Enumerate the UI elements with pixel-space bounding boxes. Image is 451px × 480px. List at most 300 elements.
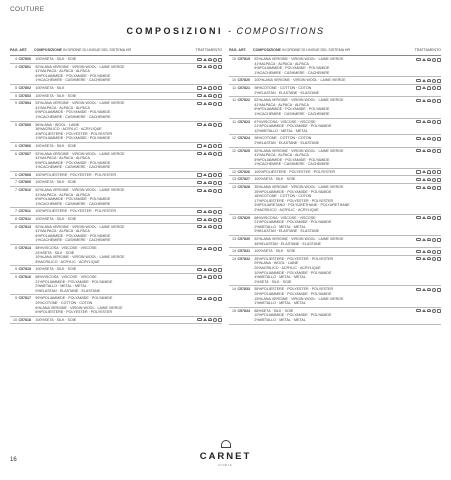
- tumble-dry-icon: [218, 297, 222, 301]
- composition-line: 4%METALLO · METAL · METAL: [254, 275, 306, 280]
- care-symbols: [164, 123, 222, 141]
- row-composition: [254, 237, 383, 246]
- row-article: C57801: [18, 64, 32, 69]
- row-page: 12: [231, 136, 236, 141]
- iron-icon: [208, 210, 213, 213]
- wash-icon: [197, 225, 202, 228]
- composition-line: 6%POLIESTERE · POLYESTER · POLYESTER: [35, 310, 113, 315]
- row-page: 14: [231, 256, 236, 261]
- composition-line: 98%COTONE · COTTON · COTON: [254, 85, 312, 90]
- iron-icon: [427, 137, 432, 140]
- row-article: C57822: [237, 98, 251, 103]
- composition-line: 29%COTONE · COTTON · COTON: [35, 300, 93, 305]
- dryclean-icon: [432, 250, 436, 254]
- iron-icon: [208, 65, 213, 68]
- bleach-icon: [203, 102, 207, 105]
- composition-line: 10%LANA VERGINE · VIRGIN WOOL · LAINE VIERGE: [35, 255, 125, 260]
- dryclean-icon: [432, 99, 436, 103]
- wash-icon: [416, 170, 421, 173]
- table-row: [229, 236, 441, 248]
- dryclean-icon: [213, 123, 217, 127]
- table-row: [10, 208, 222, 216]
- dryclean-icon: [213, 210, 217, 214]
- tumble-dry-icon: [437, 216, 441, 220]
- care-symbols: [164, 267, 222, 272]
- row-page: 10: [231, 78, 236, 83]
- row-composition: [35, 209, 164, 214]
- wash-icon: [197, 94, 202, 97]
- table-row: [10, 266, 222, 274]
- bleach-icon: [203, 58, 207, 61]
- composition-line: 56%LANA · WOOL · LAINE: [35, 122, 80, 127]
- composition-line: 1%POLIAMMIDE · POLYAMIDE · POLYAMIDE: [35, 136, 111, 141]
- tumble-dry-icon: [218, 144, 222, 148]
- row-composition: [254, 120, 383, 134]
- composition-line: 100%POLIESTERE · POLYESTER · POLYESTER: [35, 209, 117, 214]
- header-comp-rest: IN ORDINE DI LINGUE DEL SISTEMA HR: [61, 48, 132, 52]
- row-article: C57809: [18, 180, 32, 185]
- crown-icon: [221, 440, 231, 448]
- table-row: [10, 143, 222, 151]
- table-row: [10, 245, 222, 266]
- wash-icon: [197, 189, 202, 192]
- row-page: 4: [14, 57, 17, 61]
- row-page: 11: [232, 98, 236, 103]
- row-article: C57812: [18, 217, 32, 222]
- row-composition: [254, 86, 383, 95]
- row-composition: [35, 188, 164, 206]
- composition-line: 68%VISCOSA · VISCOSE · VISCOSE: [35, 274, 97, 279]
- table-row: [229, 97, 441, 118]
- composition-line: 1%CACHEMIRE · CASHMERE · CACHEMIRE: [35, 78, 111, 83]
- table-row: [229, 169, 441, 177]
- row-article: C57802: [18, 85, 32, 90]
- iron-icon: [208, 189, 213, 192]
- table-row: [10, 100, 222, 121]
- page-title: [0, 26, 451, 36]
- care-symbols: [164, 173, 222, 178]
- table-row: [229, 85, 441, 97]
- table-row: [10, 56, 222, 64]
- wash-icon: [197, 181, 202, 184]
- iron-icon: [208, 94, 213, 97]
- composition-line: 100%LANA VERGINE · VIRGIN WOOL · LAINE VIERGE: [254, 78, 346, 83]
- wash-icon: [416, 257, 421, 260]
- row-composition: [35, 57, 164, 62]
- composition-line: 1%CACHEMIRE · CASHMERE · CACHEMIRE: [35, 238, 111, 243]
- wash-icon: [416, 178, 421, 181]
- bleach-icon: [203, 225, 207, 228]
- row-article: C57806: [18, 143, 32, 148]
- row-article: C57803: [18, 93, 32, 98]
- table-header: [229, 48, 441, 56]
- row-article: C57810: [18, 188, 32, 193]
- composition-line: 4%POLIESTERE · POLYESTER · POLYESTER: [35, 131, 113, 136]
- row-composition: [35, 86, 164, 91]
- table-row: [10, 317, 222, 325]
- row-page: 12: [231, 169, 236, 174]
- composition-line: 41%ALPACA · ALPACA · ALPACA: [35, 229, 90, 234]
- row-article: C57804: [18, 101, 32, 106]
- wash-icon: [416, 216, 421, 219]
- tumble-dry-icon: [437, 149, 441, 153]
- row-composition: [254, 177, 383, 182]
- row-article: C57823: [237, 119, 251, 124]
- composition-line: 100%POLIESTERE · POLYESTER · POLYESTER: [35, 172, 117, 177]
- row-page: 9: [14, 296, 17, 301]
- wash-icon: [197, 318, 202, 321]
- row-article: C57816: [18, 274, 32, 279]
- composition-line: 36%ACRILICO · ACRYLIC · ACRYLIQUE: [35, 127, 102, 132]
- header-treatment: TRATTAMENTO: [195, 48, 222, 52]
- row-article: C57830: [237, 237, 251, 241]
- row-composition: [35, 173, 164, 178]
- dryclean-icon: [213, 275, 217, 279]
- bleach-icon: [422, 120, 426, 123]
- wash-icon: [197, 210, 202, 213]
- row-article: C57818: [18, 317, 32, 322]
- iron-icon: [427, 170, 432, 173]
- composition-line: 52%LANA VERGINE · VIRGIN WOOL · LAINE VIERGE: [254, 57, 344, 61]
- row-page: 13: [231, 177, 236, 182]
- composition-line: 21%POLIAMMIDE · POLYAMIDE · POLYAMIDE: [35, 279, 113, 284]
- composition-line: 52%LANA VERGINE · VIRGIN WOOL · LAINE VIERGE: [254, 148, 344, 153]
- composition-line: 100%SETA · SILK · SOIE: [35, 267, 77, 272]
- row-composition: [35, 318, 164, 323]
- table-row: [229, 286, 441, 307]
- tumble-dry-icon: [218, 65, 222, 69]
- tumble-dry-icon: [218, 123, 222, 127]
- row-page: 5: [14, 85, 17, 90]
- wash-icon: [197, 152, 202, 155]
- tumble-dry-icon: [437, 178, 441, 182]
- composition-line: 100%SETA · SILK · SOIE: [35, 143, 77, 148]
- dryclean-icon: [213, 247, 217, 251]
- row-composition: [35, 246, 164, 264]
- row-composition: [254, 185, 383, 213]
- care-symbols: [164, 217, 222, 222]
- composition-line: 2%METALLO · METAL · METAL: [254, 317, 306, 322]
- wash-icon: [197, 65, 202, 68]
- composition-line: 100%SETA · SILK · SOIE: [35, 217, 77, 222]
- table-row: [10, 274, 222, 295]
- row-article: C57808: [18, 172, 32, 177]
- tumble-dry-icon: [218, 318, 222, 322]
- row-page: 5: [14, 122, 17, 127]
- care-symbols: [383, 257, 441, 285]
- composition-line: 41%ALPACA · ALPACA · ALPACA: [35, 156, 90, 161]
- wash-icon: [416, 58, 421, 61]
- row-composition: [35, 144, 164, 149]
- bleach-icon: [422, 216, 426, 219]
- iron-icon: [427, 216, 432, 219]
- dryclean-icon: [432, 216, 436, 220]
- tumble-dry-icon: [437, 186, 441, 190]
- row-page: 4: [14, 64, 17, 69]
- bleach-icon: [203, 218, 207, 221]
- row-page: 12: [231, 148, 236, 153]
- composition-line: 52%LANA VERGINE · VIRGIN WOOL · LAINE VIERGE: [254, 237, 344, 241]
- row-composition: [254, 216, 383, 234]
- brand-logo: [0, 440, 451, 467]
- care-symbols: [383, 57, 441, 75]
- composition-line: 10%POLIAMMIDE · POLYAMIDE · POLYAMIDE: [254, 313, 332, 318]
- table-row: [10, 64, 222, 85]
- iron-icon: [208, 102, 213, 105]
- iron-icon: [208, 86, 213, 89]
- composition-line: 25%POLIAMMIDE · POLYAMIDE · POLYAMIDE: [254, 189, 332, 194]
- tumble-dry-icon: [218, 210, 222, 214]
- composition-line: 52%LANA VERGINE · VIRGIN WOOL · LAINE VIERGE: [35, 64, 125, 69]
- row-composition: [35, 267, 164, 272]
- dryclean-icon: [213, 225, 217, 229]
- care-symbols: [164, 57, 222, 62]
- iron-icon: [208, 297, 213, 300]
- care-symbols: [383, 287, 441, 305]
- row-page: 11: [232, 119, 236, 124]
- composition-line: 1%CACHEMIRE · CASHMERE · CACHEMIRE: [35, 114, 111, 119]
- row-page: 10: [12, 317, 17, 322]
- dryclean-icon: [432, 170, 436, 174]
- bleach-icon: [203, 123, 207, 126]
- tumble-dry-icon: [218, 102, 222, 106]
- section-label: COUTURE: [10, 6, 45, 13]
- iron-icon: [208, 152, 213, 155]
- iron-icon: [427, 79, 432, 82]
- row-composition: [35, 101, 164, 119]
- bleach-icon: [203, 247, 207, 250]
- table-row: [10, 93, 222, 101]
- header-comp-bold: COMPOSIZIONE: [253, 48, 281, 52]
- row-article: C57821: [237, 85, 251, 90]
- iron-icon: [427, 288, 432, 291]
- care-symbols: [164, 275, 222, 293]
- composition-line: 10%POLIAMMIDE · POLYAMIDE · POLYAMIDE: [254, 270, 332, 275]
- header-composition: [34, 48, 164, 54]
- row-article: C57833: [237, 287, 251, 292]
- iron-icon: [208, 275, 213, 278]
- dryclean-icon: [432, 79, 436, 83]
- care-symbols: [164, 86, 222, 91]
- row-article: C57807: [18, 151, 32, 156]
- row-page: 11: [232, 85, 236, 90]
- row-page: 14: [231, 287, 236, 292]
- row-article: C57811: [18, 209, 31, 214]
- row-page: 14: [231, 249, 236, 254]
- row-article: C57828: [237, 185, 251, 190]
- row-article: C57831: [237, 249, 251, 254]
- dryclean-icon: [213, 189, 217, 193]
- table-row: [229, 256, 441, 287]
- row-article: C57825: [237, 148, 251, 153]
- composition-line: 2%METALLO · METAL · METAL: [35, 284, 87, 289]
- dryclean-icon: [213, 181, 217, 185]
- bleach-icon: [422, 238, 426, 241]
- care-symbols: [383, 309, 441, 323]
- composition-line: 1%CACHEMIRE · CASHMERE · CACHEMIRE: [35, 165, 111, 170]
- care-symbols: [383, 98, 441, 116]
- bleach-icon: [203, 144, 207, 147]
- title-english: COMPOSITIONS: [236, 26, 325, 36]
- right-rows: [229, 56, 441, 325]
- header-art: PAG. ART.: [229, 48, 247, 52]
- wash-icon: [416, 186, 421, 189]
- tumble-dry-icon: [437, 99, 441, 103]
- tumble-dry-icon: [437, 86, 441, 90]
- care-symbols: [164, 225, 222, 243]
- composition-line: 12%METALLO · METAL · METAL: [254, 128, 308, 133]
- composition-line: 29%LANA · WOOL · LAINE: [254, 261, 299, 266]
- composition-line: 18%COTONE · COTTON · COTON: [254, 194, 312, 199]
- row-composition: [35, 180, 164, 185]
- table-row: [229, 56, 441, 77]
- iron-icon: [427, 257, 432, 260]
- composition-line: 6%POLIAMMIDE · POLYAMIDE · POLYAMIDE: [254, 107, 330, 112]
- bleach-icon: [203, 268, 207, 271]
- header-comp-bold: COMPOSIZIONE: [34, 48, 62, 52]
- bleach-icon: [422, 58, 426, 61]
- iron-icon: [427, 86, 432, 89]
- composition-line: 41%ALPACA · ALPACA · ALPACA: [254, 102, 309, 107]
- iron-icon: [427, 309, 432, 312]
- dryclean-icon: [213, 58, 217, 62]
- composition-line: 100%SETA · SILK · SOIE: [35, 57, 77, 61]
- row-article: C57815: [18, 267, 32, 272]
- composition-line: 35%POLIESTERE · POLYESTER · POLYESTER: [254, 256, 334, 261]
- row-page: 7: [14, 209, 17, 214]
- wash-icon: [197, 102, 202, 105]
- dryclean-icon: [432, 120, 436, 124]
- bleach-icon: [422, 178, 426, 181]
- composition-line: 1%CACHEMIRE · CASHMERE · CACHEMIRE: [35, 201, 111, 206]
- care-symbols: [164, 65, 222, 83]
- table-row: [10, 216, 222, 224]
- row-composition: [35, 217, 164, 222]
- composition-line: 15%LANA VERGINE · VIRGIN WOOL · LAINE VIERGE: [254, 296, 344, 301]
- row-composition: [254, 287, 383, 305]
- tumble-dry-icon: [437, 120, 441, 124]
- table-row: [10, 179, 222, 187]
- composition-line: 100%SETA · SILK · SOIE: [35, 180, 77, 185]
- bleach-icon: [203, 181, 207, 184]
- row-composition: [254, 136, 383, 145]
- composition-line: 2%ELASTAN · ELASTANE · ELASTANE: [254, 140, 320, 145]
- composition-line: 21%POLIAMMIDE · POLYAMIDE · POLYAMIDE: [254, 220, 332, 225]
- bleach-icon: [422, 79, 426, 82]
- iron-icon: [427, 149, 432, 152]
- composition-line: 17%POLIESTERE · POLYESTER · POLYESTER: [254, 198, 334, 203]
- bleach-icon: [203, 65, 207, 68]
- composition-line: 6%POLIAMMIDE · POLYAMIDE · POLYAMIDE: [35, 160, 111, 165]
- dryclean-icon: [213, 218, 217, 222]
- tumble-dry-icon: [218, 218, 222, 222]
- wash-icon: [197, 144, 202, 147]
- header-treatment: TRATTAMENTO: [414, 48, 441, 52]
- row-page: 10: [231, 57, 236, 61]
- row-composition: [35, 275, 164, 293]
- composition-line: 41%ALPACA · ALPACA · ALPACA: [35, 69, 90, 74]
- bleach-icon: [203, 152, 207, 155]
- table-row: [229, 77, 441, 85]
- composition-line: 1%CACHEMIRE · CASHMERE · CACHEMIRE: [254, 70, 330, 75]
- row-composition: [254, 309, 383, 323]
- header-composition: [253, 48, 383, 54]
- table-row: [229, 119, 441, 136]
- wash-icon: [197, 173, 202, 176]
- wash-icon: [197, 123, 202, 126]
- iron-icon: [208, 218, 213, 221]
- row-page: 6: [14, 143, 17, 148]
- bleach-icon: [422, 250, 426, 253]
- care-symbols: [164, 246, 222, 264]
- composition-line: 59%POLIAMMIDE · POLYAMIDE · POLYAMIDE: [35, 296, 113, 301]
- bleach-icon: [203, 318, 207, 321]
- row-article: C57813: [18, 224, 32, 229]
- bleach-icon: [422, 186, 426, 189]
- care-symbols: [383, 237, 441, 246]
- wash-icon: [197, 247, 202, 250]
- row-article: C57820: [237, 78, 251, 83]
- wash-icon: [416, 309, 421, 312]
- care-symbols: [383, 249, 441, 254]
- row-composition: [254, 249, 383, 254]
- row-page: 13: [231, 185, 236, 190]
- care-symbols: [383, 86, 441, 95]
- composition-line: 20%ACRILICO · ACRYLIC · ACRYLIQUE: [254, 265, 321, 270]
- dryclean-icon: [432, 149, 436, 153]
- dryclean-icon: [432, 178, 436, 182]
- dryclean-icon: [213, 173, 217, 177]
- iron-icon: [427, 178, 432, 181]
- composition-line: 24%SETA · SILK · SOIE: [35, 250, 75, 255]
- dryclean-icon: [213, 268, 217, 272]
- tumble-dry-icon: [218, 173, 222, 177]
- row-composition: [35, 152, 164, 170]
- composition-line: 1%CACHEMIRE · CASHMERE · CACHEMIRE: [254, 111, 330, 116]
- bleach-icon: [422, 170, 426, 173]
- composition-line: 100%SETA · SILK · SOIE: [35, 317, 77, 322]
- row-page: 6: [14, 151, 17, 156]
- tumble-dry-icon: [218, 189, 222, 193]
- care-symbols: [164, 144, 222, 149]
- care-symbols: [164, 209, 222, 214]
- row-article: C57817: [18, 296, 32, 301]
- composition-line: 100%SETA · SILK · SOIE: [35, 93, 77, 98]
- row-composition: [35, 296, 164, 314]
- title-sep: -: [228, 26, 237, 36]
- composition-line: 9%ELASTAN · ELASTANE · ELASTANE: [254, 229, 320, 234]
- composition-line: 6%POLIAMMIDE · POLYAMIDE · POLYAMIDE: [35, 73, 111, 78]
- table-row: [229, 308, 441, 325]
- dryclean-icon: [213, 65, 217, 69]
- bleach-icon: [203, 86, 207, 89]
- bleach-icon: [422, 86, 426, 89]
- composition-line: 100%SETA · SILK: [35, 85, 65, 90]
- wash-icon: [197, 218, 202, 221]
- composition-line: 41%ALPACA · ALPACA · ALPACA: [35, 105, 90, 110]
- iron-icon: [208, 144, 213, 147]
- table-row: [10, 224, 222, 245]
- row-page: 13: [231, 215, 236, 220]
- composition-line: 52%LANA VERGINE · VIRGIN WOOL · LAINE VIERGE: [35, 188, 125, 193]
- composition-line: 6%POLIAMMIDE · POLYAMIDE · POLYAMIDE: [35, 233, 111, 238]
- tumble-dry-icon: [437, 309, 441, 313]
- dryclean-icon: [432, 257, 436, 261]
- composition-line: 1%CACHEMIRE · CASHMERE · CACHEMIRE: [254, 162, 330, 167]
- iron-icon: [208, 247, 213, 250]
- row-page: 5: [14, 101, 17, 106]
- left-rows: [10, 56, 222, 324]
